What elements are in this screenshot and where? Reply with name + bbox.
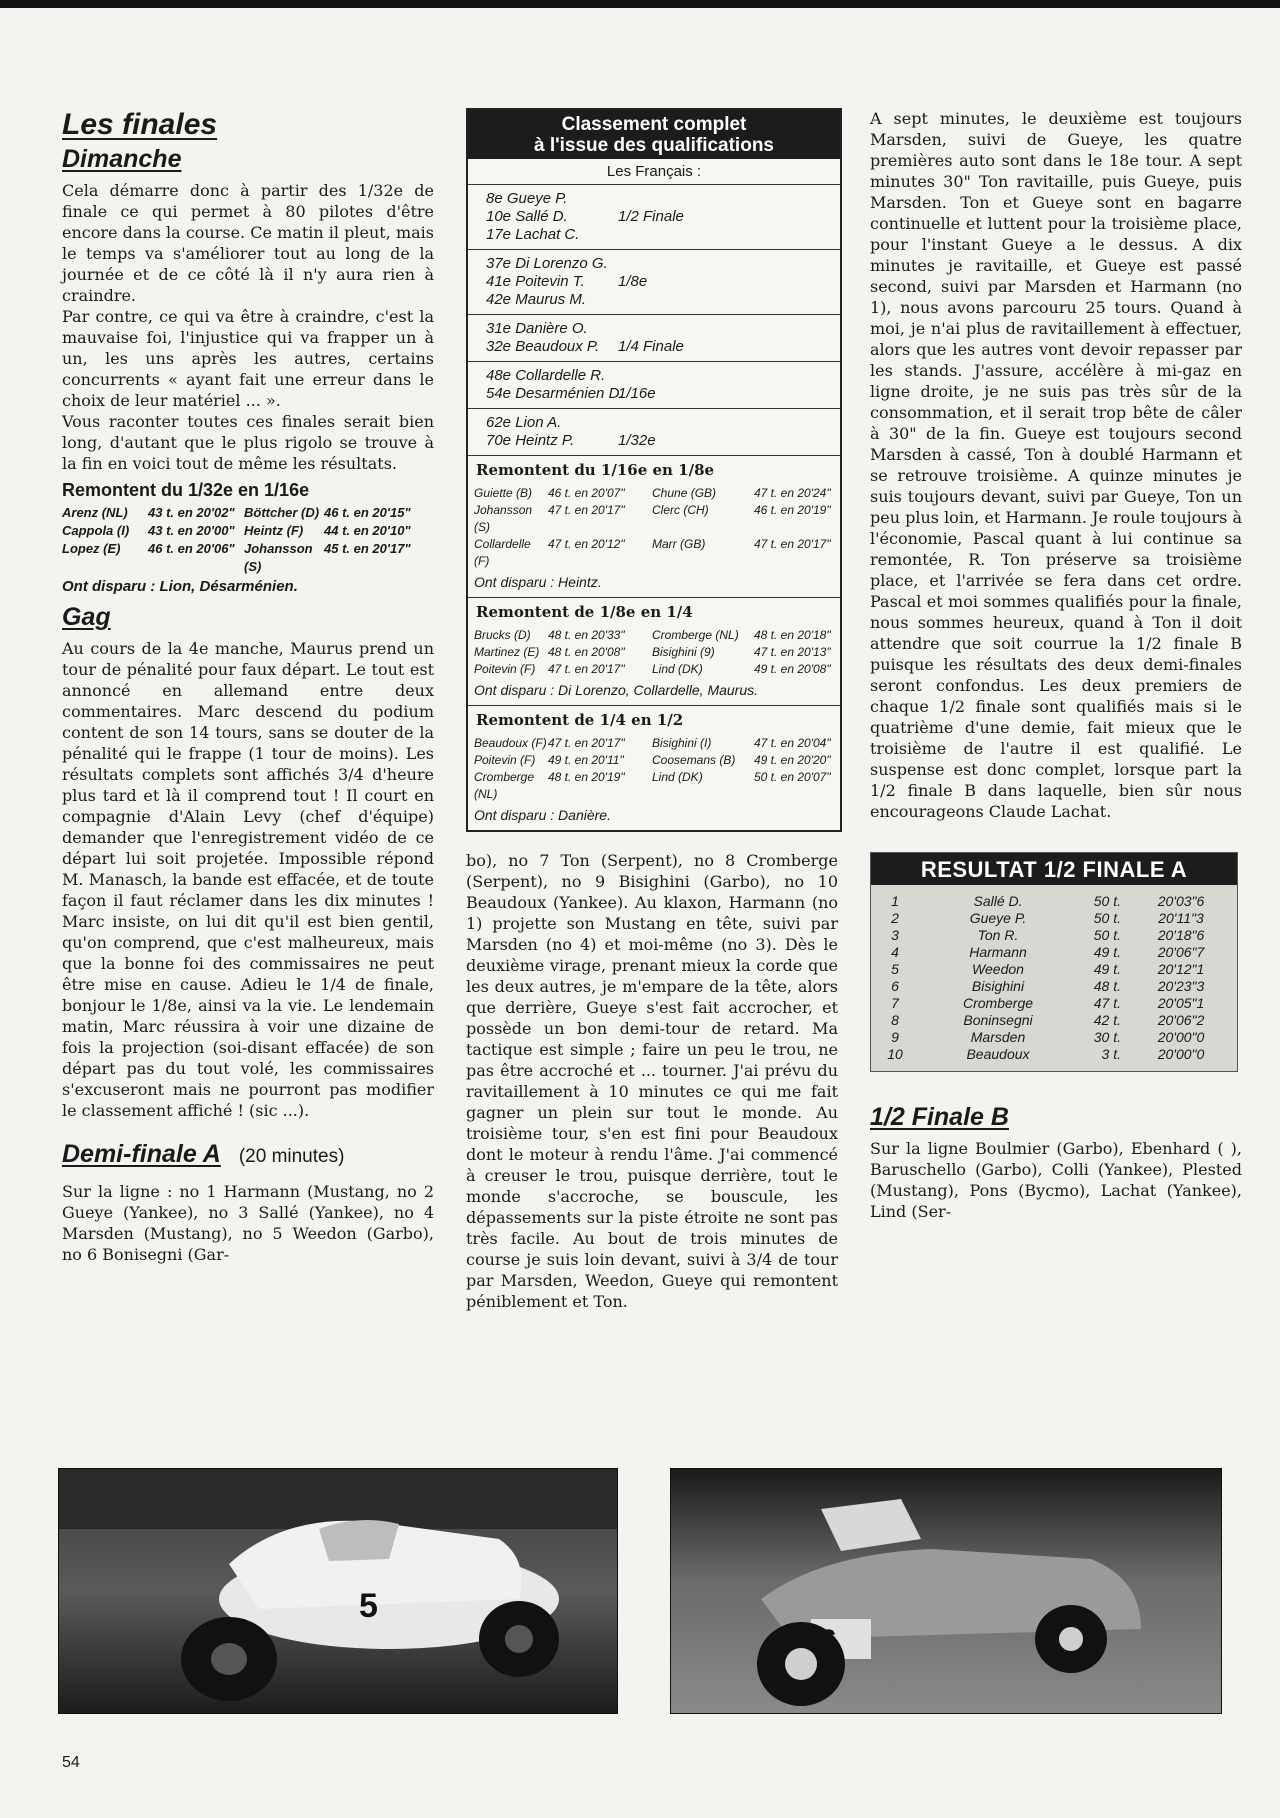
page-number: 54 — [62, 1754, 80, 1771]
table-row: 1 Sallé D. 50 t. 20'03"6 — [891, 893, 1205, 909]
column-2 — [466, 108, 838, 1312]
demi-finale-heading — [62, 1139, 434, 1175]
classement-header: Classement complet à l'issue des qualifications — [468, 110, 840, 159]
paragraph: Sur la ligne : no 1 Harmann (Mustang, no 2 Gueye (Yankee), no 3 Sallé (Yankee), no 4 Marsden (Mustang), no 5 Weedon (Garbo), no 6 Bonisegni (Gar- — [62, 1182, 434, 1264]
photo-rc-car-5 — [58, 1468, 618, 1714]
remontent-table — [62, 504, 434, 596]
demi-finale-title: Demi-finale A — [62, 1140, 221, 1168]
classement-subtitle: Les Français : — [468, 159, 840, 185]
column-1 — [62, 108, 434, 1265]
ont-disparu: Ont disparu : Danière. — [474, 807, 611, 823]
table-row: 10 Beaudoux 3 t. 20'00"0 — [887, 1046, 1205, 1062]
paragraph: Sur la ligne Boulmier (Garbo), Ebenhard ( ), Baruschello (Garbo), Colli (Yankee), Plested (Mustang), Pons (Bycmo), Lachat (Yankee), Lind (Ser- — [870, 1139, 1242, 1221]
ont-disparu: Ont disparu : Heintz. — [468, 570, 840, 598]
paragraph: A sept minutes, le deuxième est toujours Marsden, suivi de Gueye, les quatre premières auto sont dans le 18e tour. A sept minutes 30" Ton ravitaille, puis Gueye, puis Marsden. Ton et Gueye sont en bagarre continuelle et luttent pour la troisième place, pour l'instant Gueye a le dessus. A dix minutes je ravitaille, et Gueye est passé second, suivi par Marsden et Harmann (no 1), nous avons parcouru 25 tours. Quand à moi, je n'ai plus de ravitaillement à effectuer, alors que les autres vont devoir repasser par les stands. J'assure, accélère à mi-gaz en ligne droite, je ne suis pas très sûr de la consommation, et il serait trop bête de câler à 30" de la fin. Gueye est toujours second Marsden à cassé, Ton à doublé Harmann et se retrouve troisième. A quinze minutes je suis toujours devant, suivi par Gueye, Ton un peu plus loin, et Harmann. Je roule toujours à l'économie, Pascal quant à lui continue sa remontée, R. Ton préserve sa troisième place, et l'arrivée se fera dans cet ordre. Pascal et moi sommes qualifiés pour la finale, nous sommes heureux, quand à Ton il doit attendre que soit courrue la 1/2 finale B puisque les résultats des deux demi-finales seront confondus. Les deux premiers de chaque 1/2 finale sont qualifiés mais si le quatrième d'une demie, fait mieux que le troisième de l'autre il est qualifié. Le suspense est donc complet, lorsque part la 1/2 finale B dans laquelle, bien sûr nous encourageons Claude Lachat. — [870, 109, 1242, 821]
table-row: Cromberge (NL) 48 t. en 20'19" Lind (DK) 50 t. en 20'07" — [474, 770, 831, 801]
result-table — [871, 893, 1237, 1063]
remontent-title: Remontent du 1/32e en 1/16e — [62, 480, 310, 500]
table-row: 2 Gueye P. 50 t. 20'11"3 — [891, 910, 1204, 926]
table-row: Johansson (S) 47 t. en 20'17" Clerc (CH) 46 t. en 20'19" — [474, 503, 831, 534]
group: 37e Di Lorenzo G. 41e Poitevin T. 1/8e 42e Maurus M. — [468, 250, 840, 315]
paragraph: bo), no 7 Ton (Serpent), no 8 Cromberge (Serpent), no 9 Bisighini (Garbo), no 10 Beaudoux (Yankee). Au klaxon, Harmann (no 1) projette son Mustang en tête, suivi par Marsden (no 4) et moi-même (no 3). Dès le deuxième virage, prenant mieux la corde que les deux autres, je m'empare de la tête, alors que derrière, Gueye s'est fait accrocher, et possède un bon demi-tour de retard. Ma tactique est simple ; faire un peu le trou, ne pas être accroché et ... tourner. J'ai prévu du ravitaillement à 10 minutes ce qui me fait gagner un plein sur tout le monde. Au troisième tour, s'en est fini pour Beaudoux dont le moteur à rendu l'âme. J'ai commencé à creuser le trou, puisque derrière, tout le monde s'accroche, se bouscule, les dépassements sur la piste étroite ne sont pas très facile. Au bout de trois minutes de course je suis loin devant, suivi à 3/4 de tour par Marsden, Weedon, Gueye qui remontent péniblement et Ton. — [466, 851, 838, 1311]
table-row: Collardelle (F) 47 t. en 20'12" Marr (GB) 47 t. en 20'17" — [474, 537, 831, 568]
car-photo-illustration — [59, 1469, 617, 1713]
table-row: 9 Marsden 30 t. 20'00"0 — [891, 1029, 1205, 1045]
results-table — [468, 627, 840, 678]
column-3 — [870, 108, 1242, 1222]
ont-disparu: Ont disparu : Di Lorenzo, Collardelle, Maurus. — [468, 678, 840, 706]
svg-text:5: 5 — [359, 1587, 378, 1625]
section-title: Les finales — [62, 108, 218, 141]
table-row: Arenz (NL) 43 t. en 20'02" Böttcher (D) 46 t. en 20'15" — [62, 505, 411, 520]
section-heading: Remontent de 1/8e en 1/4 — [476, 603, 693, 621]
table-row: 8 Boninsegni 42 t. 20'06"2 — [891, 1012, 1205, 1028]
table-row: Poitevin (F) 47 t. en 20'17" Lind (DK) 49 t. en 20'08" — [474, 662, 831, 676]
result-box — [870, 852, 1238, 1072]
table-row: 4 Harmann 49 t. 20'06"7 — [891, 944, 1205, 960]
results-table — [468, 735, 840, 803]
table-row: Martinez (E) 48 t. en 20'08" Bisighini (9) 47 t. en 20'13" — [474, 645, 831, 659]
section-subtitle: Dimanche — [62, 145, 182, 173]
table-row: 5 Weedon 49 t. 20'12"1 — [891, 961, 1205, 977]
results-table — [468, 485, 840, 570]
table-row: Beaudoux (F) 47 t. en 20'17" Bisighini (I) 47 t. en 20'04" — [474, 736, 831, 750]
group: 31e Danière O. 32e Beaudoux P. 1/4 Finale — [468, 315, 840, 362]
ont-disparu: Ont disparu : Lion, Désarménien. — [62, 578, 298, 595]
group: 48e Collardelle R. 54e Desarménien D. 1/16e — [468, 362, 840, 409]
car-photo-illustration — [671, 1469, 1221, 1713]
group: 62e Lion A. 70e Heintz P. 1/32e — [468, 409, 840, 456]
section-heading: Remontent du 1/16e en 1/8e — [476, 461, 715, 479]
classement-box — [466, 108, 842, 832]
paragraph: Par contre, ce qui va être à craindre, c'est la mauvaise foi, l'injustice qui va frapper un à un, les uns après les autres, certains concurrents « ayant fait une erreur dans le choix de leur matériel ... ». — [62, 307, 434, 410]
table-row: Cappola (I) 43 t. en 20'00" Heintz (F) 44 t. en 20'10" — [62, 523, 411, 538]
group: 8e Gueye P. 10e Sallé D. 1/2 Finale 17e Lachat C. — [468, 185, 840, 250]
paragraph: Vous raconter toutes ces finales serait bien long, d'autant que le plus rigolo se trouve à la fin en voici tout de même les résultats. — [62, 412, 434, 473]
table-row: Lopez (E) 46 t. en 20'06" Johansson (S) 45 t. en 20'17" — [62, 541, 411, 574]
table-row: Guiette (B) 46 t. en 20'07" Chune (GB) 47 t. en 20'24" — [474, 486, 831, 500]
finale-b-title: 1/2 Finale B — [870, 1103, 1009, 1131]
photo-rc-car-6 — [670, 1468, 1222, 1714]
demi-finale-duration: (20 minutes) — [238, 1146, 345, 1167]
table-row: 6 Bisighini 48 t. 20'23"3 — [891, 978, 1205, 994]
result-header: RESULTAT 1/2 FINALE A — [871, 853, 1237, 885]
section-heading: Remontent de 1/4 en 1/2 — [476, 711, 684, 729]
paragraph: Au cours de la 4e manche, Maurus prend un tour de pénalité pour faux départ. Le tout est annoncé en allemand entre deux commentaires. Marc descend du podium content de son 14 tours, sans se douter de la pénalité qui le frappe (1 tour de moins). Les résultats complets sont affichés 3/4 d'heure plus tard et là il comprend tout ! Il court en compagnie d'Alain Levy (chef d'équipe) demander que l'enregistrement vidéo de ce départ lui soit projetée. Impossible répond M. Manasch, la bande est effacée, et de toute façon il faut réclamer dans les dix minutes ! Marc insiste, on lui dit qu'il est bien gentil, qu'on comprend, que c'est malheureux, mais que la bonne foi des commissaires ne peut être mise en cause. Adieu le 1/4 de finale, bonjour le 1/8e, ainsi va la vie. Le lendemain matin, Marc réussira à voir une dizaine de fois la projection (soi-disant effacée) de son départ pas du tout volé, les commissaires s'excuseront mais ne pourront pas modifier le classement affiché ! (sic ...). — [62, 639, 434, 1120]
top-rule — [0, 0, 1280, 8]
paragraph: Cela démarre donc à partir des 1/32e de finale ce qui permet à 80 pilotes d'être encore dans la course. Ce matin il pleut, mais le temps va s'améliorer tout au long de la journée et de ce côté là il n'y aura rien à craindre. — [62, 181, 434, 305]
table-row: 7 Cromberge 47 t. 20'05"1 — [891, 995, 1205, 1011]
table-row: 3 Ton R. 50 t. 20'18"6 — [891, 927, 1205, 943]
gag-title: Gag — [62, 603, 111, 631]
table-row: Brucks (D) 48 t. en 20'33" Cromberge (NL) 48 t. en 20'18" — [474, 628, 831, 642]
table-row: Poitevin (F) 49 t. en 20'11" Coosemans (B) 49 t. en 20'20" — [474, 753, 831, 767]
